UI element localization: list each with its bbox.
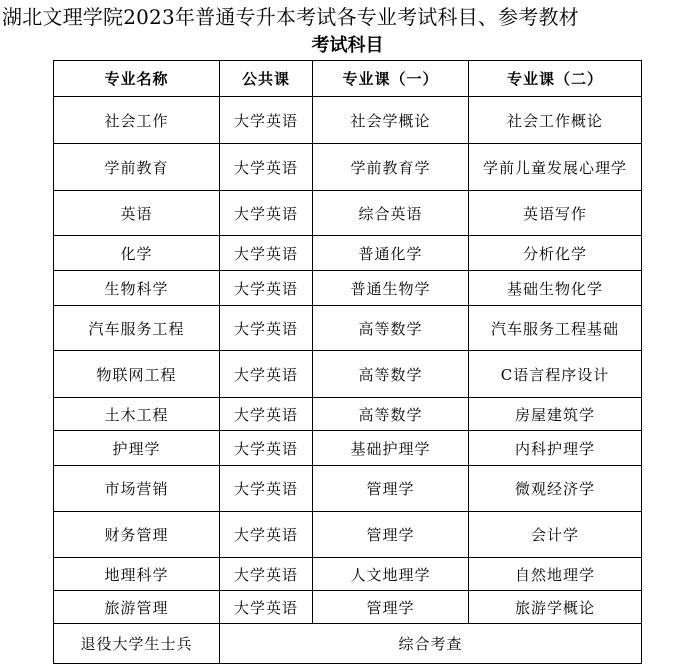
cell-major-course-2: C语言程序设计: [469, 351, 642, 398]
cell-public-course: 大学英语: [220, 236, 313, 271]
cell-major: 市场营销: [54, 466, 220, 512]
cell-combined-subjects: 综合考查: [220, 624, 642, 664]
cell-major-course-2: 内科护理学: [469, 431, 642, 466]
cell-major-course-2: 基础生物化学: [469, 271, 642, 306]
table-row: [54, 97, 642, 144]
table-heading: 考试科目: [311, 35, 384, 56]
cell-major-course-2: 英语写作: [469, 191, 642, 236]
table-row: [54, 306, 642, 351]
cell-major: 退役大学生士兵: [54, 624, 220, 664]
table-row-veterans: [54, 624, 642, 664]
cell-major-course-2: 汽车服务工程基础: [469, 306, 642, 351]
cell-public-course: 大学英语: [220, 466, 313, 512]
table-row: [54, 144, 642, 191]
cell-major-course-2: 微观经济学: [469, 466, 642, 512]
table-row: [54, 431, 642, 466]
cell-major: 财务管理: [54, 512, 220, 558]
header-major: 专业名称: [54, 61, 220, 97]
cell-major-course-2: 会计学: [469, 512, 642, 558]
header-major-course-2: 专业课（二）: [469, 61, 642, 97]
cell-major-course-1: 高等数学: [313, 398, 469, 431]
cell-public-course: 大学英语: [220, 558, 313, 591]
cell-major-course-1: 管理学: [313, 591, 469, 624]
cell-major-course-1: 基础护理学: [313, 431, 469, 466]
cell-major: 社会工作: [54, 97, 220, 144]
cell-public-course: 大学英语: [220, 271, 313, 306]
cell-major: 地理科学: [54, 558, 220, 591]
cell-major: 生物科学: [54, 271, 220, 306]
cell-major-course-1: 普通化学: [313, 236, 469, 271]
cell-major-course-1: 管理学: [313, 512, 469, 558]
cell-major-course-1: 高等数学: [313, 306, 469, 351]
header-public-course: 公共课: [220, 61, 313, 97]
subjects-table: [53, 60, 642, 664]
table-row: [54, 558, 642, 591]
table-row: [54, 466, 642, 512]
cell-major-course-1: 普通生物学: [313, 271, 469, 306]
cell-major: 护理学: [54, 431, 220, 466]
cell-public-course: 大学英语: [220, 431, 313, 466]
table-row: [54, 236, 642, 271]
header-major-course-1: 专业课（一）: [313, 61, 469, 97]
table-row: [54, 191, 642, 236]
cell-public-course: 大学英语: [220, 191, 313, 236]
cell-major-course-1: 学前教育学: [313, 144, 469, 191]
cell-major-course-1: 综合英语: [313, 191, 469, 236]
cell-major-course-2: 旅游学概论: [469, 591, 642, 624]
cell-public-course: 大学英语: [220, 591, 313, 624]
table-row: [54, 351, 642, 398]
cell-public-course: 大学英语: [220, 306, 313, 351]
table-row: [54, 512, 642, 558]
cell-major-course-1: 人文地理学: [313, 558, 469, 591]
cell-public-course: 大学英语: [220, 351, 313, 398]
cell-major-course-1: 管理学: [313, 466, 469, 512]
table-row: [54, 591, 642, 624]
cell-major-course-2: 房屋建筑学: [469, 398, 642, 431]
cell-major: 化学: [54, 236, 220, 271]
cell-public-course: 大学英语: [220, 144, 313, 191]
cell-public-course: 大学英语: [220, 398, 313, 431]
cell-major: 物联网工程: [54, 351, 220, 398]
cell-major-course-2: 分析化学: [469, 236, 642, 271]
cell-major: 旅游管理: [54, 591, 220, 624]
table-row: [54, 398, 642, 431]
cell-public-course: 大学英语: [220, 512, 313, 558]
table-header-row: [54, 61, 642, 97]
cell-major-course-2: 自然地理学: [469, 558, 642, 591]
table-row: [54, 271, 642, 306]
cell-major: 英语: [54, 191, 220, 236]
cell-major: 学前教育: [54, 144, 220, 191]
cell-major: 汽车服务工程: [54, 306, 220, 351]
cell-public-course: 大学英语: [220, 97, 313, 144]
cell-major: 土木工程: [54, 398, 220, 431]
cell-major-course-1: 高等数学: [313, 351, 469, 398]
document-title: 湖北文理学院2023年普通专升本考试各专业考试科目、参考教材: [2, 5, 579, 29]
cell-major-course-2: 学前儿童发展心理学: [469, 144, 642, 191]
cell-major-course-1: 社会学概论: [313, 97, 469, 144]
cell-major-course-2: 社会工作概论: [469, 97, 642, 144]
